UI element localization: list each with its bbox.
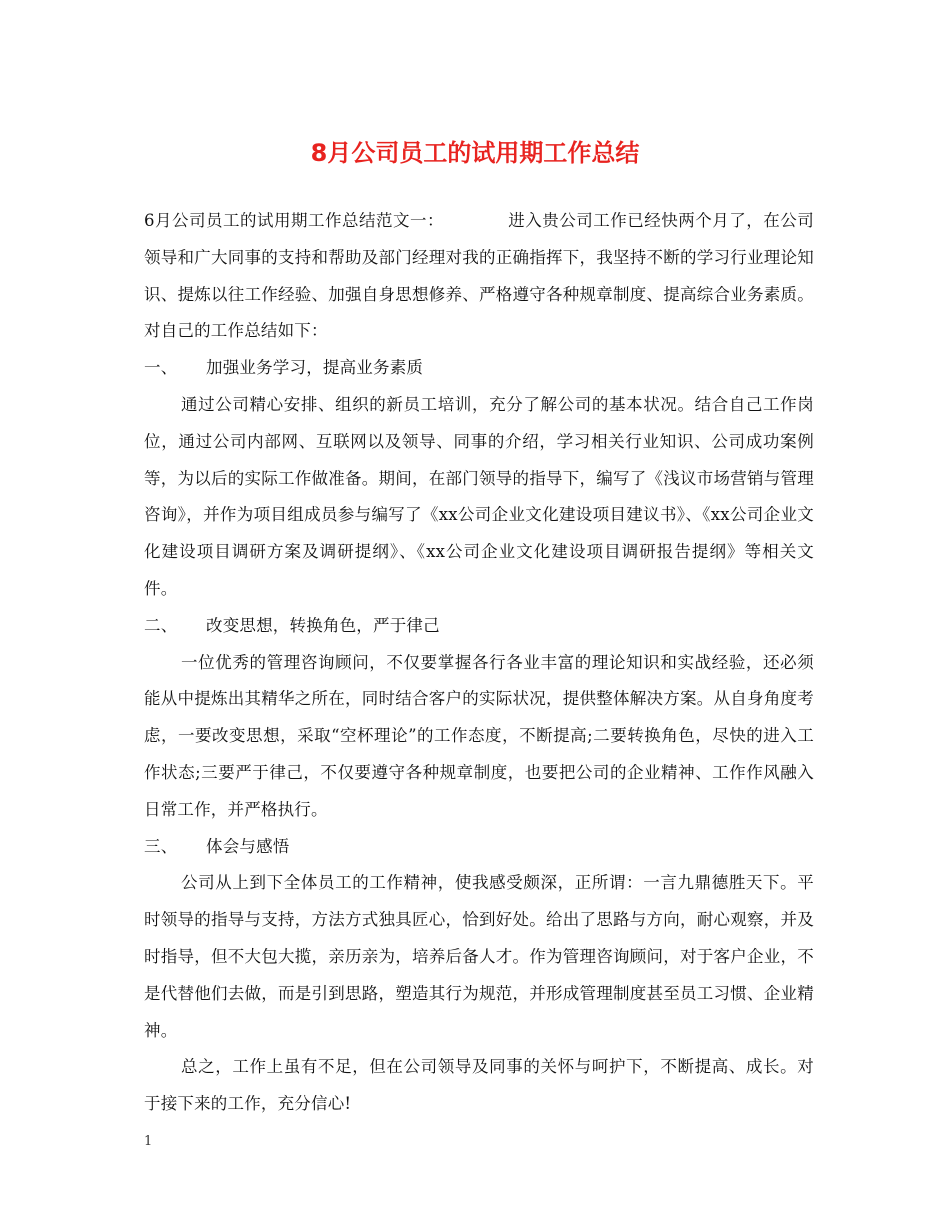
section-number: 三、 [144,836,178,856]
intro-text: 进入贵公司工作已经快两个月了，在公司领导和广大同事的支持和帮助及部门经理对我的正确指挥下，我坚持不断的学习行业理论知识、提炼以往工作经验、加强自身思想修养、严格遵守各种规章制度、提高综合业务素质。对自己的工作总结如下： [144,211,814,341]
section-heading-1 [144,350,814,387]
section-paragraph-2: 一位优秀的管理咨询顾问，不仅要掌握各行各业丰富的理论知识和实战经验，还必须能从中提炼出其精华之所在，同时结合客户的实际状况，提供整体解决方案。从自身角度考虑，一要改变思想，采取“空杯理论”的工作态度，不断提高;二要转换角色，尽快的进入工作状态;三要严于律己，不仅要遵守各种规章制度，也要把公司的企业精神、工作作风融入日常工作，并严格执行。 [144,652,814,819]
section-heading-text: 加强业务学习，提高业务素质 [206,358,424,378]
section-number: 二、 [144,615,178,635]
document-title: 8月公司员工的试用期工作总结 [310,139,640,167]
intro-paragraph [144,203,814,350]
section-heading-text: 体会与感悟 [206,836,290,856]
section-heading-text: 改变思想，转换角色，严于律己 [206,615,440,635]
section-paragraph-3: 公司从上到下全体员工的工作精神，使我感受颇深，正所谓：一言九鼎德胜天下。平时领导的指导与支持，方法方式独具匠心，恰到好处。给出了思路与方向，耐心观察，并及时指导，但不大包大揽，亲历亲为，培养后备人才。作为管理咨询顾问，对于客户企业，不是代替他们去做，而是引到思路，塑造其行为规范，并形成管理制度甚至员工习惯、企业精神。 [144,873,814,1040]
section-paragraph-1: 通过公司精心安排、组织的新员工培训，充分了解公司的基本状况。结合自己工作岗位，通过公司内部网、互联网以及领导、同事的介绍，学习相关行业知识、公司成功案例等，为以后的实际工作做准备。期间，在部门领导的指导下，编写了《浅议市场营销与管理咨询》，并作为项目组成员参与编写了《xx公司企业文化建设项目建议书》、《xx公司企业文化建设项目调研方案及调研提纲》、《xx公司企业文化建设项目调研报告提纲》等相关文件。 [144,394,814,598]
conclusion-paragraph: 总之，工作上虽有不足，但在公司领导及同事的关怀与呵护下，不断提高、成长。对于接下来的工作，充分信心! [144,1057,814,1114]
intro-label: 6月公司员工的试用期工作总结范文一： [144,211,444,230]
section-heading-3 [144,829,814,866]
section-heading-2 [144,608,814,645]
document-body [144,203,814,1123]
section-number: 一、 [144,358,178,378]
page-number: 1 [144,1134,153,1149]
